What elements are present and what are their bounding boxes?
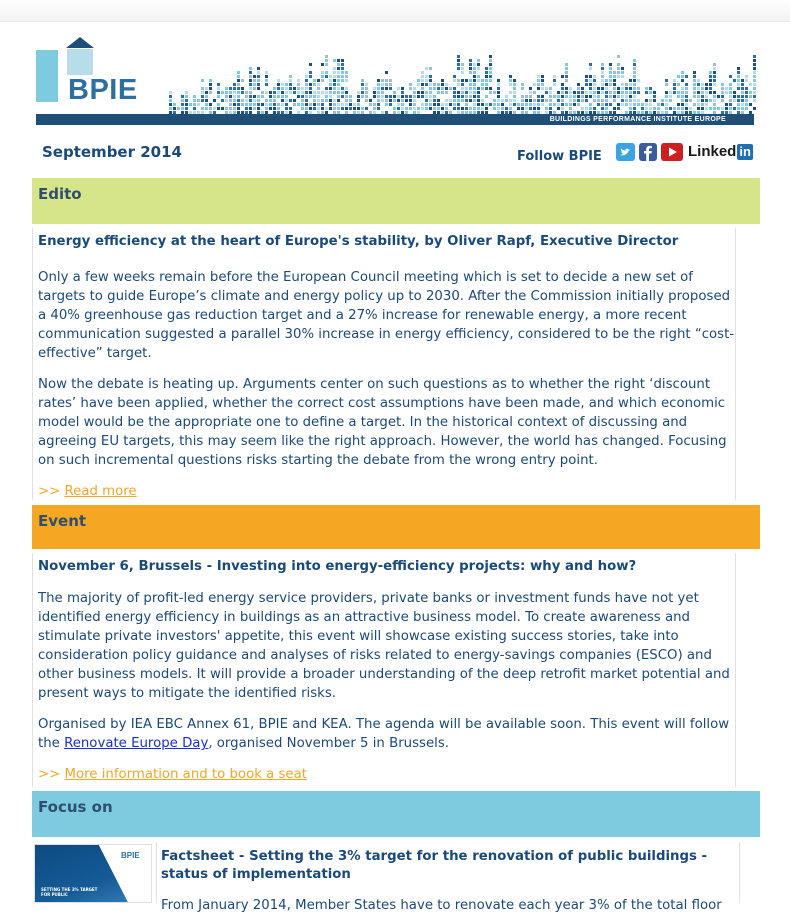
edito-title: Energy efficiency at the heart of Europe's stability, by Oliver Rapf, Executive Director [38, 234, 679, 249]
book-seat-link[interactable]: More information and to book a seat [64, 767, 307, 782]
focus-text [156, 842, 740, 913]
browser-top-strip [0, 0, 790, 22]
issue-date: September 2014 [42, 143, 182, 161]
linkedin-in-badge: in [739, 144, 751, 159]
event-more-info [38, 765, 735, 784]
factsheet-paragraph: From January 2014, Member States have to renovate each year 3% of the total floor [161, 898, 722, 913]
event-p2-after: , organised November 5 in Brussels. [208, 736, 449, 751]
event-paragraph-2 [38, 715, 735, 753]
edito-more-prefix: >> [38, 484, 65, 499]
event-card [32, 553, 736, 787]
focus-item [32, 842, 740, 913]
thumb-logo: BPIE [121, 851, 140, 860]
thumb-title: SETTING THE 3% TARGET FOR PUBLIC [41, 887, 98, 897]
banner-text: BUILDINGS PERFORMANCE INSTITUTE EUROPE [549, 116, 726, 123]
factsheet-title[interactable]: Factsheet - Setting the 3% target for the renovation of public buildings - status of implementation [161, 849, 708, 882]
focus-section-header [32, 791, 760, 837]
youtube-icon[interactable] [661, 143, 683, 161]
edito-heading: Edito [38, 185, 82, 203]
event-title: November 6, Brussels - Investing into energy-efficiency projects: why and how? [38, 559, 637, 574]
edito-paragraph-1: Only a few weeks remain before the European Council meeting which is set to decide a new set of targets to guide Europe’s climate and energy policy up to 2030. After the Commission initially proposed a 40% greenhouse gas reduction target and a 27% increase for renewable energy, a more recent communication suggested a parallel 30% increase in energy efficiency, considered to be the right “cost-effective” target. [38, 270, 735, 361]
read-more-link[interactable]: Read more [64, 484, 137, 499]
event-p2-before: Organised by IEA EBC Annex 61, BPIE and KEA. The agenda will be available soon. This event will follow the [38, 717, 730, 751]
edito-read-more [38, 482, 735, 501]
event-heading: Event [38, 512, 87, 530]
skyline-graphic [168, 40, 754, 114]
event-paragraph-1: The majority of profit-led energy service providers, private banks or investment funds have not yet identified energy efficiency in buildings as an attractive business model. To create awareness and stimulate private investors' appetite, this event will showcase existing success stories, take into consideration policy guidance and analyses of risks related to energy-savings companies (ESCO) and other business models. It will provide a broader understanding of the deep retrofit market potential and present ways to mitigate the identified risks. [38, 591, 730, 701]
edito-card [32, 228, 736, 500]
renovate-europe-day-link[interactable]: Renovate Europe Day [64, 736, 209, 751]
linkedin-text: Linked [688, 143, 737, 160]
edito-section-header [32, 178, 760, 224]
edito-paragraph-2: Now the debate is heating up. Arguments center on such questions as to whether the right ‘discount rates’ have been applied, whether the correct cost assumptions have been made, and which economic model would be the appropriate one to define a target. In the historical context of discussing and agreeing EU targets, this may seem like the right approach. However, the world has changed. Focusing on such incremental questions risks starting the debate from the wrong entry point. [38, 377, 727, 468]
focus-heading: Focus on [38, 798, 113, 816]
event-section-header [32, 505, 760, 549]
event-more-prefix: >> [38, 767, 65, 782]
factsheet-thumbnail[interactable] [34, 844, 152, 903]
institute-banner [36, 114, 754, 125]
follow-label: Follow BPIE [517, 149, 602, 164]
logo-text: BPIE [68, 74, 138, 106]
facebook-icon[interactable] [639, 143, 657, 161]
newsletter-header [36, 36, 754, 126]
twitter-icon[interactable] [616, 143, 635, 161]
linkedin-icon[interactable] [688, 143, 753, 161]
